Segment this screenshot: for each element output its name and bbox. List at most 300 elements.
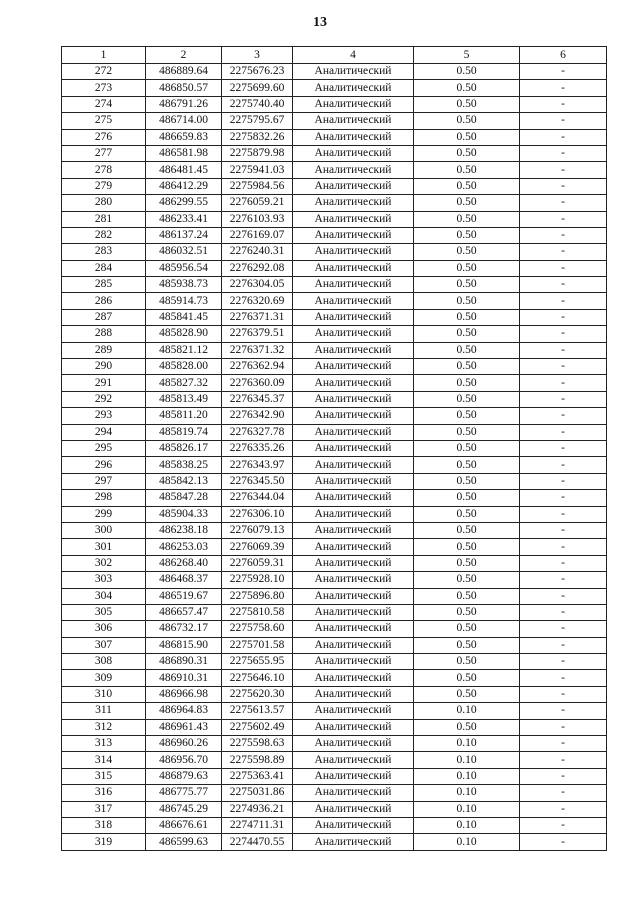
method-cell: Аналитический xyxy=(293,227,414,243)
description-cell: - xyxy=(520,686,607,702)
y-coordinate-cell: 2275613.57 xyxy=(222,703,293,719)
y-coordinate-cell: 2276059.31 xyxy=(222,555,293,571)
table-row xyxy=(62,342,607,358)
accuracy-cell: 0.50 xyxy=(414,293,520,309)
description-cell: - xyxy=(520,145,607,161)
description-cell: - xyxy=(520,670,607,686)
description-cell: - xyxy=(520,736,607,752)
description-cell: - xyxy=(520,342,607,358)
description-cell: - xyxy=(520,637,607,653)
description-cell: - xyxy=(520,588,607,604)
accuracy-cell: 0.10 xyxy=(414,785,520,801)
accuracy-cell: 0.50 xyxy=(414,178,520,194)
method-cell: Аналитический xyxy=(293,473,414,489)
y-coordinate-cell: 2275620.30 xyxy=(222,686,293,702)
y-coordinate-cell: 2275740.40 xyxy=(222,96,293,112)
method-cell: Аналитический xyxy=(293,736,414,752)
table-row xyxy=(62,768,607,784)
description-cell: - xyxy=(520,96,607,112)
x-coordinate-cell: 486519.67 xyxy=(146,588,222,604)
point-number-cell: 282 xyxy=(62,227,146,243)
method-cell: Аналитический xyxy=(293,162,414,178)
method-cell: Аналитический xyxy=(293,686,414,702)
column-header-y: 3 xyxy=(222,47,293,64)
accuracy-cell: 0.50 xyxy=(414,604,520,620)
method-cell: Аналитический xyxy=(293,719,414,735)
y-coordinate-cell: 2276345.50 xyxy=(222,473,293,489)
point-number-cell: 283 xyxy=(62,244,146,260)
accuracy-cell: 0.50 xyxy=(414,490,520,506)
accuracy-cell: 0.50 xyxy=(414,539,520,555)
method-cell: Аналитический xyxy=(293,834,414,850)
point-number-cell: 304 xyxy=(62,588,146,604)
table-row xyxy=(62,490,607,506)
description-cell: - xyxy=(520,178,607,194)
description-cell: - xyxy=(520,129,607,145)
description-cell: - xyxy=(520,457,607,473)
x-coordinate-cell: 485813.49 xyxy=(146,391,222,407)
accuracy-cell: 0.50 xyxy=(414,588,520,604)
x-coordinate-cell: 485821.12 xyxy=(146,342,222,358)
description-cell: - xyxy=(520,440,607,456)
method-cell: Аналитический xyxy=(293,96,414,112)
point-number-cell: 306 xyxy=(62,621,146,637)
accuracy-cell: 0.10 xyxy=(414,752,520,768)
y-coordinate-cell: 2276327.78 xyxy=(222,424,293,440)
y-coordinate-cell: 2275699.60 xyxy=(222,80,293,96)
x-coordinate-cell: 486676.61 xyxy=(146,817,222,833)
method-cell: Аналитический xyxy=(293,670,414,686)
x-coordinate-cell: 486775.77 xyxy=(146,785,222,801)
x-coordinate-cell: 485819.74 xyxy=(146,424,222,440)
y-coordinate-cell: 2276360.09 xyxy=(222,375,293,391)
description-cell: - xyxy=(520,359,607,375)
table-row xyxy=(62,113,607,129)
point-number-cell: 308 xyxy=(62,654,146,670)
method-cell: Аналитический xyxy=(293,768,414,784)
description-cell: - xyxy=(520,834,607,850)
column-header-point-number: 1 xyxy=(62,47,146,64)
description-cell: - xyxy=(520,752,607,768)
method-cell: Аналитический xyxy=(293,309,414,325)
method-cell: Аналитический xyxy=(293,555,414,571)
description-cell: - xyxy=(520,539,607,555)
method-cell: Аналитический xyxy=(293,703,414,719)
x-coordinate-cell: 485838.25 xyxy=(146,457,222,473)
description-cell: - xyxy=(520,227,607,243)
point-number-cell: 299 xyxy=(62,506,146,522)
description-cell: - xyxy=(520,817,607,833)
description-cell: - xyxy=(520,621,607,637)
x-coordinate-cell: 486268.40 xyxy=(146,555,222,571)
method-cell: Аналитический xyxy=(293,424,414,440)
x-coordinate-cell: 486657.47 xyxy=(146,604,222,620)
accuracy-cell: 0.50 xyxy=(414,408,520,424)
x-coordinate-cell: 486468.37 xyxy=(146,572,222,588)
x-coordinate-cell: 486890.31 xyxy=(146,654,222,670)
method-cell: Аналитический xyxy=(293,342,414,358)
accuracy-cell: 0.50 xyxy=(414,654,520,670)
point-number-cell: 314 xyxy=(62,752,146,768)
x-coordinate-cell: 485811.20 xyxy=(146,408,222,424)
y-coordinate-cell: 2276379.51 xyxy=(222,326,293,342)
accuracy-cell: 0.50 xyxy=(414,457,520,473)
method-cell: Аналитический xyxy=(293,817,414,833)
description-cell: - xyxy=(520,408,607,424)
accuracy-cell: 0.50 xyxy=(414,113,520,129)
description-cell: - xyxy=(520,490,607,506)
method-cell: Аналитический xyxy=(293,408,414,424)
accuracy-cell: 0.10 xyxy=(414,768,520,784)
accuracy-cell: 0.10 xyxy=(414,834,520,850)
description-cell: - xyxy=(520,785,607,801)
table-row xyxy=(62,522,607,538)
x-coordinate-cell: 485826.17 xyxy=(146,440,222,456)
method-cell: Аналитический xyxy=(293,440,414,456)
y-coordinate-cell: 2276306.10 xyxy=(222,506,293,522)
y-coordinate-cell: 2276320.69 xyxy=(222,293,293,309)
accuracy-cell: 0.50 xyxy=(414,211,520,227)
method-cell: Аналитический xyxy=(293,522,414,538)
point-number-cell: 277 xyxy=(62,145,146,161)
x-coordinate-cell: 486791.26 xyxy=(146,96,222,112)
table-row xyxy=(62,817,607,833)
description-cell: - xyxy=(520,244,607,260)
x-coordinate-cell: 486966.98 xyxy=(146,686,222,702)
table-row xyxy=(62,654,607,670)
y-coordinate-cell: 2276345.37 xyxy=(222,391,293,407)
method-cell: Аналитический xyxy=(293,572,414,588)
table-row xyxy=(62,752,607,768)
point-number-cell: 292 xyxy=(62,391,146,407)
table-row xyxy=(62,801,607,817)
accuracy-cell: 0.50 xyxy=(414,506,520,522)
table-row xyxy=(62,785,607,801)
y-coordinate-cell: 2275363.41 xyxy=(222,768,293,784)
y-coordinate-cell: 2275758.60 xyxy=(222,621,293,637)
accuracy-cell: 0.50 xyxy=(414,670,520,686)
x-coordinate-cell: 486253.03 xyxy=(146,539,222,555)
table-row xyxy=(62,145,607,161)
accuracy-cell: 0.50 xyxy=(414,359,520,375)
point-number-cell: 295 xyxy=(62,440,146,456)
y-coordinate-cell: 2275701.58 xyxy=(222,637,293,653)
table-row xyxy=(62,80,607,96)
table-row xyxy=(62,703,607,719)
table-row xyxy=(62,309,607,325)
accuracy-cell: 0.50 xyxy=(414,440,520,456)
table-row xyxy=(62,277,607,293)
x-coordinate-cell: 486956.70 xyxy=(146,752,222,768)
y-coordinate-cell: 2275598.89 xyxy=(222,752,293,768)
method-cell: Аналитический xyxy=(293,178,414,194)
point-number-cell: 291 xyxy=(62,375,146,391)
table-row xyxy=(62,440,607,456)
point-number-cell: 296 xyxy=(62,457,146,473)
description-cell: - xyxy=(520,195,607,211)
x-coordinate-cell: 485914.73 xyxy=(146,293,222,309)
accuracy-cell: 0.50 xyxy=(414,424,520,440)
point-number-cell: 303 xyxy=(62,572,146,588)
method-cell: Аналитический xyxy=(293,801,414,817)
accuracy-cell: 0.50 xyxy=(414,342,520,358)
table-row xyxy=(62,473,607,489)
description-cell: - xyxy=(520,326,607,342)
x-coordinate-cell: 486964.83 xyxy=(146,703,222,719)
table-row xyxy=(62,588,607,604)
x-coordinate-cell: 485904.33 xyxy=(146,506,222,522)
y-coordinate-cell: 2275984.56 xyxy=(222,178,293,194)
table-row xyxy=(62,604,607,620)
description-cell: - xyxy=(520,277,607,293)
table-row xyxy=(62,211,607,227)
description-cell: - xyxy=(520,604,607,620)
accuracy-cell: 0.50 xyxy=(414,326,520,342)
x-coordinate-cell: 486032.51 xyxy=(146,244,222,260)
accuracy-cell: 0.50 xyxy=(414,522,520,538)
description-cell: - xyxy=(520,64,607,80)
method-cell: Аналитический xyxy=(293,490,414,506)
method-cell: Аналитический xyxy=(293,64,414,80)
method-cell: Аналитический xyxy=(293,145,414,161)
description-cell: - xyxy=(520,293,607,309)
x-coordinate-cell: 486961.43 xyxy=(146,719,222,735)
column-header-method: 4 xyxy=(293,47,414,64)
accuracy-cell: 0.50 xyxy=(414,719,520,735)
accuracy-cell: 0.50 xyxy=(414,129,520,145)
accuracy-cell: 0.50 xyxy=(414,195,520,211)
point-number-cell: 307 xyxy=(62,637,146,653)
accuracy-cell: 0.50 xyxy=(414,64,520,80)
y-coordinate-cell: 2274711.31 xyxy=(222,817,293,833)
y-coordinate-cell: 2276079.13 xyxy=(222,522,293,538)
point-number-cell: 316 xyxy=(62,785,146,801)
table-row xyxy=(62,539,607,555)
accuracy-cell: 0.50 xyxy=(414,572,520,588)
table-row xyxy=(62,178,607,194)
method-cell: Аналитический xyxy=(293,375,414,391)
method-cell: Аналитический xyxy=(293,654,414,670)
point-number-cell: 276 xyxy=(62,129,146,145)
y-coordinate-cell: 2276335.26 xyxy=(222,440,293,456)
y-coordinate-cell: 2276103.93 xyxy=(222,211,293,227)
table-row xyxy=(62,555,607,571)
x-coordinate-cell: 486581.98 xyxy=(146,145,222,161)
table-row xyxy=(62,129,607,145)
point-number-cell: 297 xyxy=(62,473,146,489)
table-row xyxy=(62,670,607,686)
y-coordinate-cell: 2275031.86 xyxy=(222,785,293,801)
table-row xyxy=(62,244,607,260)
accuracy-cell: 0.50 xyxy=(414,244,520,260)
method-cell: Аналитический xyxy=(293,785,414,801)
point-number-cell: 311 xyxy=(62,703,146,719)
method-cell: Аналитический xyxy=(293,621,414,637)
table-row xyxy=(62,408,607,424)
y-coordinate-cell: 2275646.10 xyxy=(222,670,293,686)
description-cell: - xyxy=(520,522,607,538)
method-cell: Аналитический xyxy=(293,211,414,227)
y-coordinate-cell: 2275879.98 xyxy=(222,145,293,161)
description-cell: - xyxy=(520,801,607,817)
description-cell: - xyxy=(520,654,607,670)
method-cell: Аналитический xyxy=(293,277,414,293)
description-cell: - xyxy=(520,506,607,522)
x-coordinate-cell: 485938.73 xyxy=(146,277,222,293)
x-coordinate-cell: 485956.54 xyxy=(146,260,222,276)
table-body xyxy=(62,64,607,851)
y-coordinate-cell: 2276059.21 xyxy=(222,195,293,211)
x-coordinate-cell: 486137.24 xyxy=(146,227,222,243)
x-coordinate-cell: 486745.29 xyxy=(146,801,222,817)
description-cell: - xyxy=(520,113,607,129)
table-row xyxy=(62,424,607,440)
table-row xyxy=(62,621,607,637)
accuracy-cell: 0.50 xyxy=(414,555,520,571)
table-row xyxy=(62,227,607,243)
point-number-cell: 310 xyxy=(62,686,146,702)
x-coordinate-cell: 486960.26 xyxy=(146,736,222,752)
point-number-cell: 274 xyxy=(62,96,146,112)
column-header-description: 6 xyxy=(520,47,607,64)
accuracy-cell: 0.10 xyxy=(414,801,520,817)
method-cell: Аналитический xyxy=(293,604,414,620)
description-cell: - xyxy=(520,375,607,391)
table-row xyxy=(62,195,607,211)
column-header-accuracy: 5 xyxy=(414,47,520,64)
point-number-cell: 315 xyxy=(62,768,146,784)
point-number-cell: 285 xyxy=(62,277,146,293)
x-coordinate-cell: 485827.32 xyxy=(146,375,222,391)
accuracy-cell: 0.50 xyxy=(414,473,520,489)
method-cell: Аналитический xyxy=(293,457,414,473)
x-coordinate-cell: 485828.00 xyxy=(146,359,222,375)
table-row xyxy=(62,506,607,522)
y-coordinate-cell: 2275810.58 xyxy=(222,604,293,620)
table-row xyxy=(62,96,607,112)
y-coordinate-cell: 2274470.55 xyxy=(222,834,293,850)
point-number-cell: 288 xyxy=(62,326,146,342)
table-row xyxy=(62,457,607,473)
y-coordinate-cell: 2276343.97 xyxy=(222,457,293,473)
method-cell: Аналитический xyxy=(293,260,414,276)
y-coordinate-cell: 2276069.39 xyxy=(222,539,293,555)
method-cell: Аналитический xyxy=(293,113,414,129)
y-coordinate-cell: 2276362.94 xyxy=(222,359,293,375)
y-coordinate-cell: 2276240.31 xyxy=(222,244,293,260)
y-coordinate-cell: 2276304.05 xyxy=(222,277,293,293)
header-row xyxy=(62,47,607,64)
y-coordinate-cell: 2275598.63 xyxy=(222,736,293,752)
column-header-x: 2 xyxy=(146,47,222,64)
y-coordinate-cell: 2275602.49 xyxy=(222,719,293,735)
point-number-cell: 273 xyxy=(62,80,146,96)
point-number-cell: 289 xyxy=(62,342,146,358)
point-number-cell: 313 xyxy=(62,736,146,752)
x-coordinate-cell: 486879.63 xyxy=(146,768,222,784)
point-number-cell: 290 xyxy=(62,359,146,375)
point-number-cell: 317 xyxy=(62,801,146,817)
point-number-cell: 305 xyxy=(62,604,146,620)
coordinates-table xyxy=(61,46,607,851)
point-number-cell: 298 xyxy=(62,490,146,506)
x-coordinate-cell: 486815.90 xyxy=(146,637,222,653)
point-number-cell: 275 xyxy=(62,113,146,129)
x-coordinate-cell: 485847.28 xyxy=(146,490,222,506)
method-cell: Аналитический xyxy=(293,588,414,604)
method-cell: Аналитический xyxy=(293,195,414,211)
x-coordinate-cell: 486659.83 xyxy=(146,129,222,145)
method-cell: Аналитический xyxy=(293,539,414,555)
x-coordinate-cell: 486481.45 xyxy=(146,162,222,178)
point-number-cell: 281 xyxy=(62,211,146,227)
accuracy-cell: 0.50 xyxy=(414,277,520,293)
accuracy-cell: 0.50 xyxy=(414,309,520,325)
y-coordinate-cell: 2275655.95 xyxy=(222,654,293,670)
description-cell: - xyxy=(520,260,607,276)
point-number-cell: 294 xyxy=(62,424,146,440)
x-coordinate-cell: 486850.57 xyxy=(146,80,222,96)
description-cell: - xyxy=(520,309,607,325)
accuracy-cell: 0.50 xyxy=(414,227,520,243)
description-cell: - xyxy=(520,211,607,227)
table-row xyxy=(62,736,607,752)
method-cell: Аналитический xyxy=(293,80,414,96)
accuracy-cell: 0.50 xyxy=(414,80,520,96)
description-cell: - xyxy=(520,719,607,735)
y-coordinate-cell: 2275928.10 xyxy=(222,572,293,588)
y-coordinate-cell: 2276344.04 xyxy=(222,490,293,506)
description-cell: - xyxy=(520,80,607,96)
method-cell: Аналитический xyxy=(293,506,414,522)
description-cell: - xyxy=(520,473,607,489)
description-cell: - xyxy=(520,555,607,571)
point-number-cell: 302 xyxy=(62,555,146,571)
point-number-cell: 312 xyxy=(62,719,146,735)
table-row xyxy=(62,391,607,407)
description-cell: - xyxy=(520,162,607,178)
accuracy-cell: 0.50 xyxy=(414,621,520,637)
accuracy-cell: 0.10 xyxy=(414,703,520,719)
x-coordinate-cell: 486889.64 xyxy=(146,64,222,80)
page-number: 13 xyxy=(313,15,327,30)
point-number-cell: 280 xyxy=(62,195,146,211)
method-cell: Аналитический xyxy=(293,293,414,309)
point-number-cell: 300 xyxy=(62,522,146,538)
y-coordinate-cell: 2275795.67 xyxy=(222,113,293,129)
table-row xyxy=(62,162,607,178)
table-row xyxy=(62,326,607,342)
method-cell: Аналитический xyxy=(293,752,414,768)
table-row xyxy=(62,293,607,309)
x-coordinate-cell: 485842.13 xyxy=(146,473,222,489)
method-cell: Аналитический xyxy=(293,359,414,375)
method-cell: Аналитический xyxy=(293,637,414,653)
accuracy-cell: 0.10 xyxy=(414,817,520,833)
point-number-cell: 309 xyxy=(62,670,146,686)
point-number-cell: 286 xyxy=(62,293,146,309)
accuracy-cell: 0.50 xyxy=(414,391,520,407)
y-coordinate-cell: 2275941.03 xyxy=(222,162,293,178)
table-row xyxy=(62,686,607,702)
point-number-cell: 279 xyxy=(62,178,146,194)
y-coordinate-cell: 2274936.21 xyxy=(222,801,293,817)
method-cell: Аналитический xyxy=(293,244,414,260)
method-cell: Аналитический xyxy=(293,129,414,145)
table-row xyxy=(62,834,607,850)
point-number-cell: 319 xyxy=(62,834,146,850)
y-coordinate-cell: 2275896.80 xyxy=(222,588,293,604)
